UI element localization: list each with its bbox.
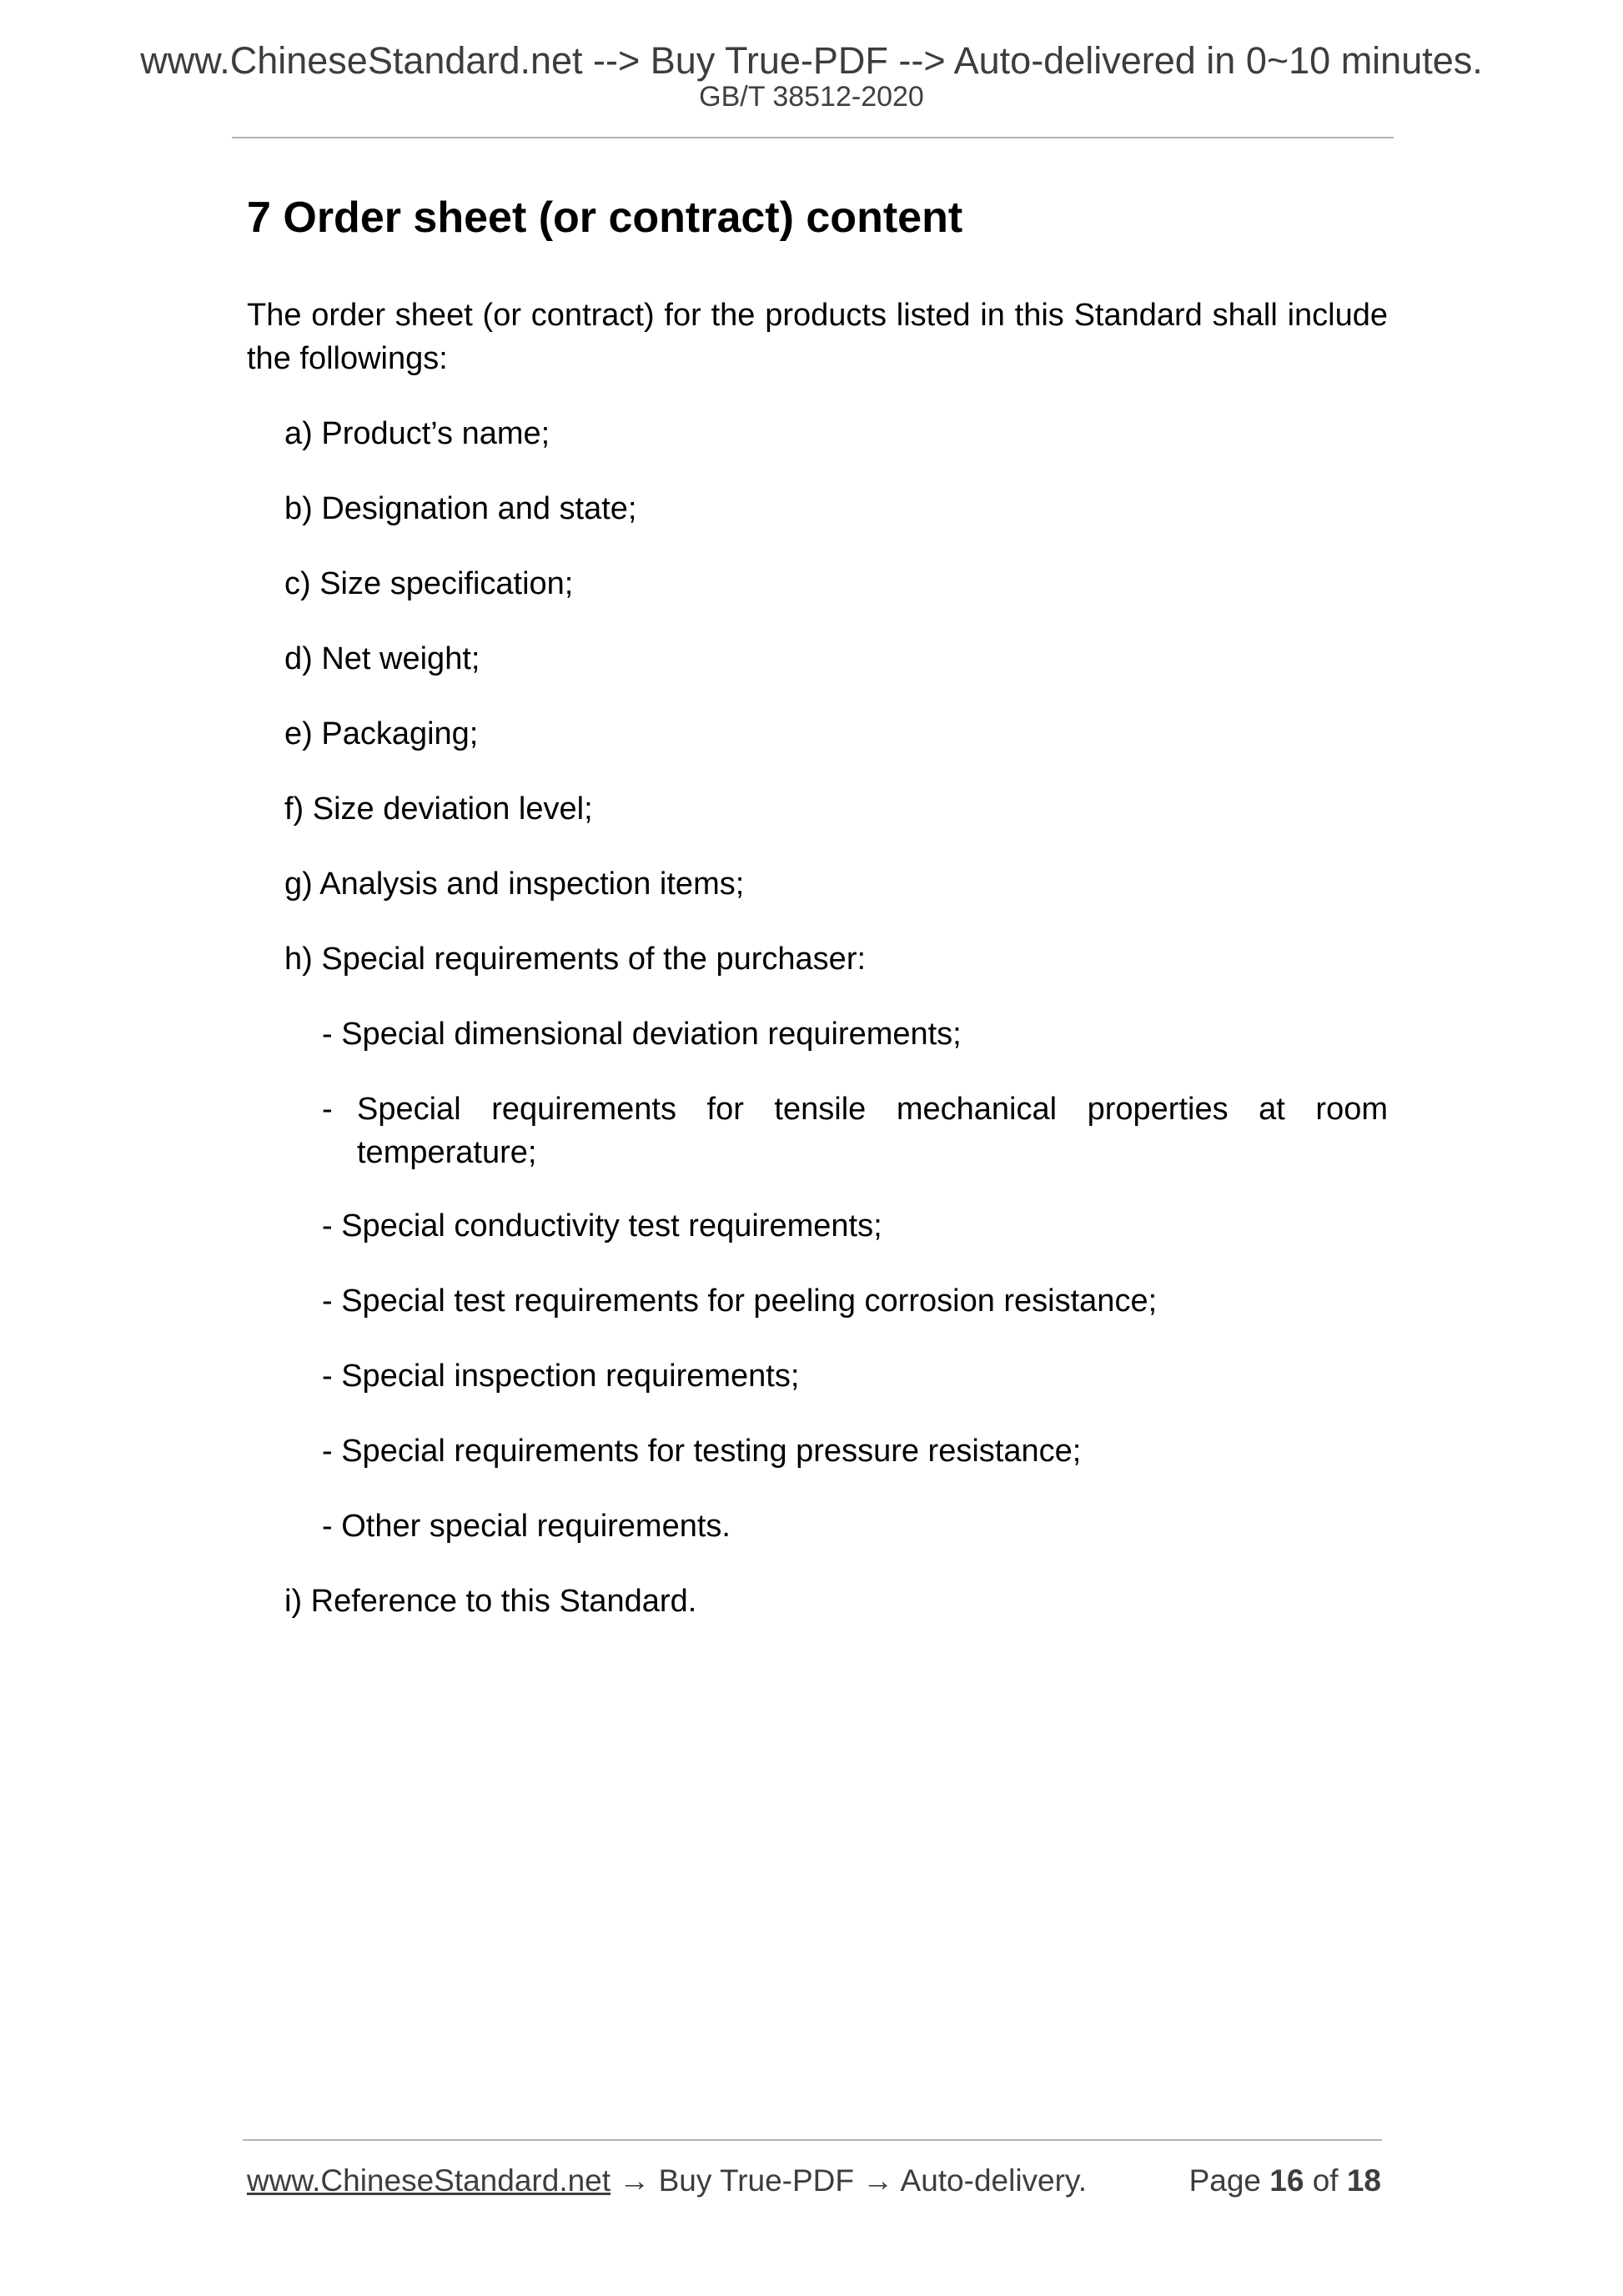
sub-list-item bbox=[322, 1088, 1388, 1174]
list-item: i) Reference to this Standard. bbox=[284, 1584, 697, 1619]
list-item: h) Special requirements of the purchaser: bbox=[284, 942, 867, 977]
header-divider bbox=[232, 137, 1394, 138]
section-title: 7 Order sheet (or contract) content bbox=[247, 193, 963, 242]
list-item: f) Size deviation level; bbox=[284, 791, 593, 826]
page-number bbox=[1189, 2162, 1381, 2200]
list-item: c) Size specification; bbox=[284, 566, 574, 601]
document-code: GB/T 38512-2020 bbox=[699, 81, 924, 113]
footer-left bbox=[247, 2162, 1087, 2200]
header-banner: www.ChineseStandard.net --> Buy True-PDF --> Auto-delivered in 0~10 minutes. bbox=[140, 39, 1483, 82]
page-label: Page bbox=[1188, 2163, 1261, 2198]
site-link[interactable]: www.ChineseStandard.net bbox=[247, 2163, 611, 2198]
sub-list-item-text: Special requirements for tensile mechanical properties at room temperature; bbox=[357, 1092, 1388, 1170]
sub-list-item: - Special requirements for testing pressure resistance; bbox=[322, 1434, 1082, 1469]
sub-list-item: - Other special requirements. bbox=[322, 1509, 731, 1544]
sub-list-item: - Special test requirements for peeling corrosion resistance; bbox=[322, 1284, 1158, 1319]
sub-list-item: - Special inspection requirements; bbox=[322, 1359, 800, 1394]
footer-divider bbox=[243, 2139, 1382, 2141]
current-page: 16 bbox=[1269, 2163, 1304, 2198]
footer-tagline: → Buy True-PDF → Auto-delivery. bbox=[611, 2163, 1087, 2198]
dash-marker: - bbox=[322, 1092, 333, 1127]
total-pages: 18 bbox=[1346, 2163, 1381, 2198]
of-label: of bbox=[1312, 2163, 1339, 2198]
list-item: a) Product’s name; bbox=[284, 416, 550, 451]
list-item: g) Analysis and inspection items; bbox=[284, 867, 745, 902]
sub-list-item: - Special dimensional deviation requirements; bbox=[322, 1017, 962, 1052]
sub-list-item: - Special conductivity test requirements; bbox=[322, 1208, 882, 1243]
intro-paragraph: The order sheet (or contract) for the products listed in this Standard shall include the followings: bbox=[247, 298, 1388, 376]
list-item: d) Net weight; bbox=[284, 641, 480, 676]
list-item: e) Packaging; bbox=[284, 716, 479, 751]
list-item: b) Designation and state; bbox=[284, 491, 637, 526]
